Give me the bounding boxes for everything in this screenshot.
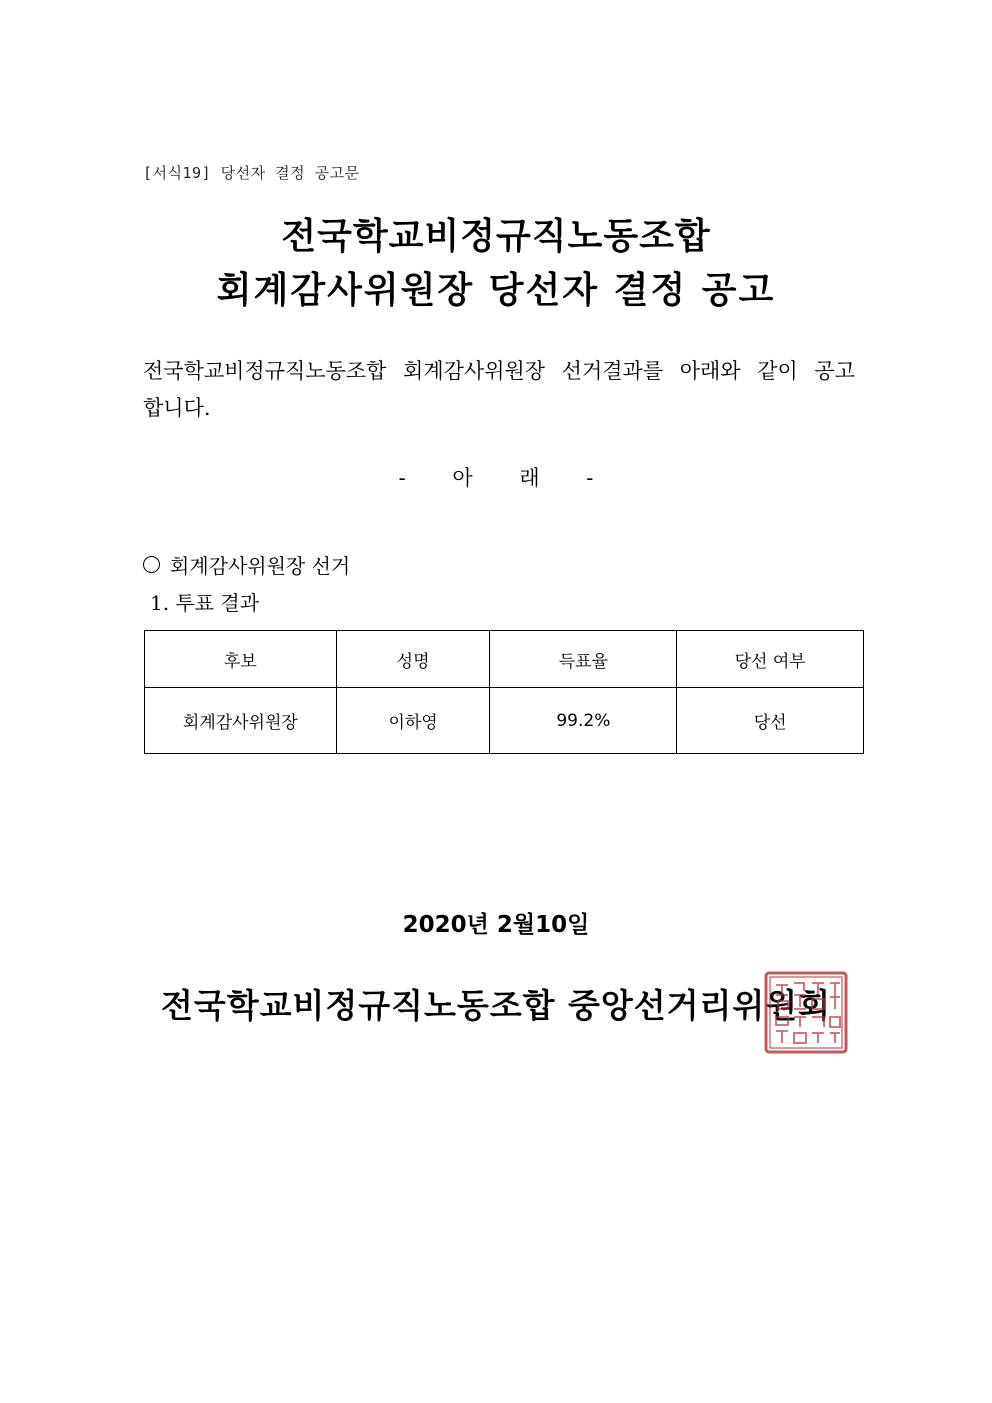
document-title-line1: 전국학교비정규직노동조합 xyxy=(281,216,711,257)
table-cell: 당선 xyxy=(677,688,864,754)
circle-bullet-icon xyxy=(143,556,160,573)
header-cell: 성명 xyxy=(336,631,490,688)
section-heading xyxy=(143,550,350,579)
header-cell: 득표율 xyxy=(490,631,677,688)
subsection-heading: 1. 투표 결과 xyxy=(150,591,260,615)
form-label: [서식19] 당선자 결정 공고문 xyxy=(143,164,360,182)
notice-heading: - 아 래 - xyxy=(398,466,594,490)
document-title-line2: 회계감사위원장 당선자 결정 공고 xyxy=(216,270,776,311)
section-heading-text: 회계감사위원장 선거 xyxy=(170,554,351,578)
table-cell: 99.2% xyxy=(490,688,677,754)
table-row xyxy=(145,688,864,754)
issuer-name: 전국학교비정규직노동조합 중앙선거리위원회 xyxy=(160,986,832,1025)
header-cell: 당선 여부 xyxy=(677,631,864,688)
table-cell: 이하영 xyxy=(336,688,490,754)
results-table xyxy=(144,630,864,754)
header-cell: 후보 xyxy=(145,631,337,688)
table-cell: 회계감사위원장 xyxy=(145,688,337,754)
table-header-row xyxy=(145,631,864,688)
announcement-date: 2020년 2월10일 xyxy=(402,912,590,938)
official-seal-icon xyxy=(764,971,848,1054)
intro-paragraph: 전국학교비정규직노동조합 회계감사위원장 선거결과를 아래와 같이 공고합니다. xyxy=(143,359,855,420)
